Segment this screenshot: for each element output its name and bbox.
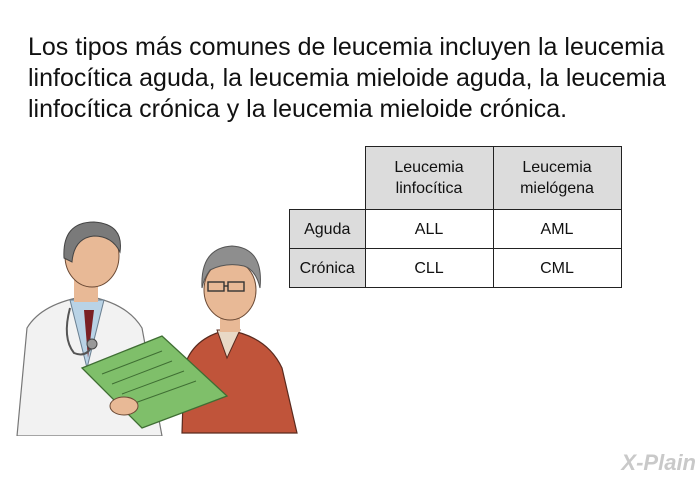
row-header-chronic: Crónica	[290, 249, 366, 288]
row-header-acute: Aguda	[290, 210, 366, 249]
table-row	[290, 249, 622, 288]
table-row	[290, 210, 622, 249]
col-header-myelogenous-line1: Leucemia	[522, 159, 592, 176]
col-header-lymphocytic	[365, 147, 493, 210]
doctor-patient-illustration	[12, 218, 312, 436]
cell-all: ALL	[365, 210, 493, 249]
table-corner-cell	[290, 147, 366, 210]
cell-aml: AML	[493, 210, 621, 249]
col-header-lymphocytic-line2: linfocítica	[395, 180, 463, 197]
table-header-row	[290, 147, 622, 210]
cell-cll: CLL	[365, 249, 493, 288]
cell-cml: CML	[493, 249, 621, 288]
xplain-logo: X-Plain	[621, 450, 696, 475]
intro-paragraph: Los tipos más comunes de leucemia incluyen la leucemia linfocítica aguda, la leucemia mieloide aguda, la leucemia linfocítica crónica y la leucemia mieloide crónica.	[28, 33, 666, 123]
col-header-lymphocytic-line1: Leucemia	[394, 159, 464, 176]
col-header-myelogenous-line2: mielógena	[520, 180, 594, 197]
col-header-myelogenous	[493, 147, 621, 210]
leukemia-types-table	[289, 146, 622, 288]
